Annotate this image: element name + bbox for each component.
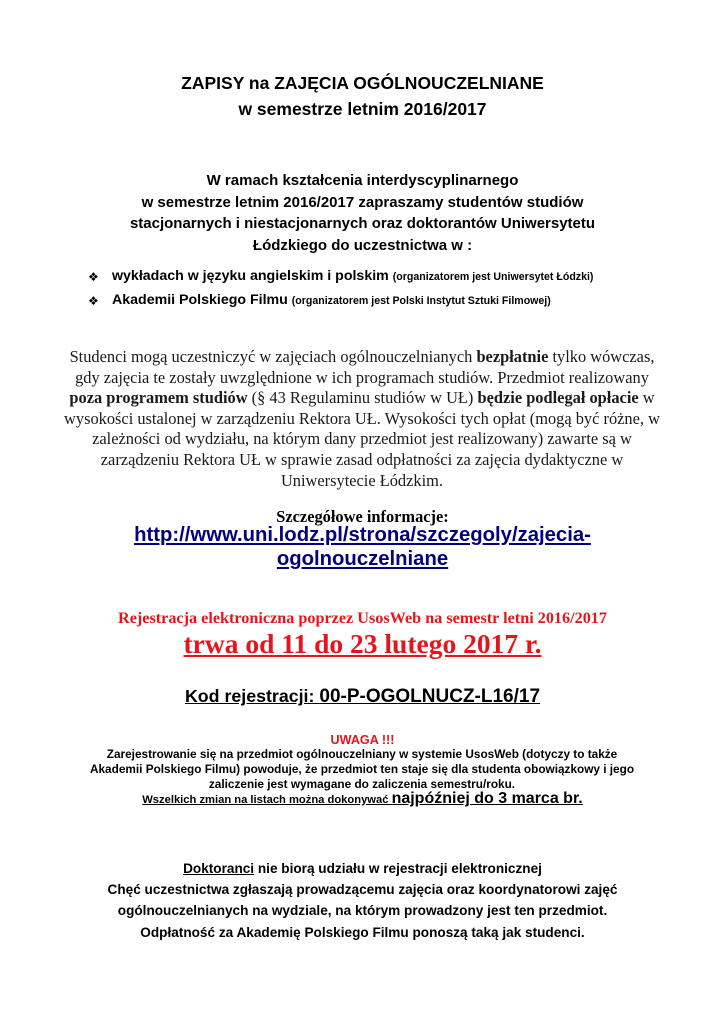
doctoral-line-1 [50,858,675,879]
diamond-bullet-icon: ❖ [88,294,99,308]
registration-notice: Rejestracja elektroniczna poprzez UsosWeb na semestr letni 2016/2017 [118,609,607,627]
body-text-3: (§ 43 Regulaminu studiów w UŁ) [247,388,478,408]
registration-dates [0,628,725,660]
details-link-line-1[interactable]: http://www.uni.lodz.pl/strona/szczegoly/zajecia- [134,524,591,546]
free-emphasis: bezpłatnie [476,347,549,366]
title-line-2: w semestrze letnim 2016/2017 [238,99,487,119]
body-text-2: tylko wówczas, gdy zajęcia te zostały uwzględnione w ich programach studiów. Przedmiot realizowany [75,347,655,387]
registration-code-label: Kod rejestracji: [184,686,320,706]
document-title [0,70,725,122]
list-item-note: (organizatorem jest Polski Instytut Sztuki Filmowej) [291,295,551,307]
warning-body: Zarejestrowanie się na przedmiot ogólnouczelniany w systemie UsosWeb (dotyczy to także Akademii Polskiego Filmu) powoduje, że przedmiot ten staje się dla studenta obowiązkowy i jego zaliczenie jest wymagane do zaliczenia semestru/roku. [89,747,635,791]
doctoral-section [50,858,675,943]
changes-deadline-date: najpóźniej do 3 marca br. [391,790,583,807]
changes-deadline [0,790,725,808]
diamond-bullet-icon: ❖ [88,270,99,284]
registration-code [0,686,725,708]
changes-deadline-text: Wszelkich zmian na listach można dokonywać [142,794,392,806]
list-item [88,268,688,286]
doctoral-line-3: Odpłatność za Akademię Polskiego Filmu ponoszą taką jak studenci. [140,924,585,940]
intro-line: W ramach kształcenia interdyscyplinarnego [206,172,519,189]
intro-line: Łódzkiego do uczestnictwa w : [252,236,473,254]
body-text-4: w wysokości ustalonej w zarządzeniu Rektora UŁ. Wysokości tych opłat (mogą być różne, w zależności od wydziału, na którym dany przedmiot jest realizowany) zawarte są w zarządzeniu Rektora UŁ w sprawie zasad odpłatności za zajęcia dydaktyczne w Uniwersytecie Łódzkim. [64,388,660,490]
list-item-text: Akademii Polskiego Filmu [112,292,288,308]
paid-emphasis: będzie podlegał opłacie [477,388,639,408]
offer-list [88,268,688,316]
registration-dates-text: trwa od 11 do 23 lutego 2017 r. [183,628,542,659]
details-label: Szczegółowe informacje: [276,507,449,526]
list-item-note: (organizatorem jest Uniwersytet Łódzki) [392,271,594,283]
fees-paragraph [62,347,662,491]
registration-code-value: 00-P-OGOLNUCZ-L16/17 [319,686,541,707]
doctoral-line-2: Chęć uczestnictwa zgłaszają prowadzącemu zajęcia oraz koordynatorowi zajęć ogólnouczelnianych na wydziale, na którym prowadzony jest ten przedmiot. [107,882,618,919]
list-item-text: wykładach w języku angielskim i polskim [112,268,389,284]
title-line-1: ZAPISY na ZAJĘCIA OGÓLNOUCZELNIANE [181,73,544,93]
intro-line: stacjonarnych i niestacjonarnych oraz doktorantów Uniwersytetu [129,215,596,232]
outside-program-emphasis: poza programem studiów [69,388,248,408]
doctoral-line-1-rest: nie biorą udziału w rejestracji elektronicznej [254,861,542,876]
intro-line: w semestrze letnim 2016/2017 zapraszamy studentów studiów [141,193,584,211]
warning-title: UWAGA !!! [330,733,395,747]
list-item [88,292,688,310]
intro-paragraph [60,170,665,256]
details-link[interactable] [90,523,635,571]
body-text-1: Studenci mogą uczestniczyć w zajęciach ogólnouczelnianych [69,347,477,366]
details-link-line-2[interactable]: ogolnouczelniane [276,548,449,570]
doctoral-word: Doktoranci [183,861,255,876]
